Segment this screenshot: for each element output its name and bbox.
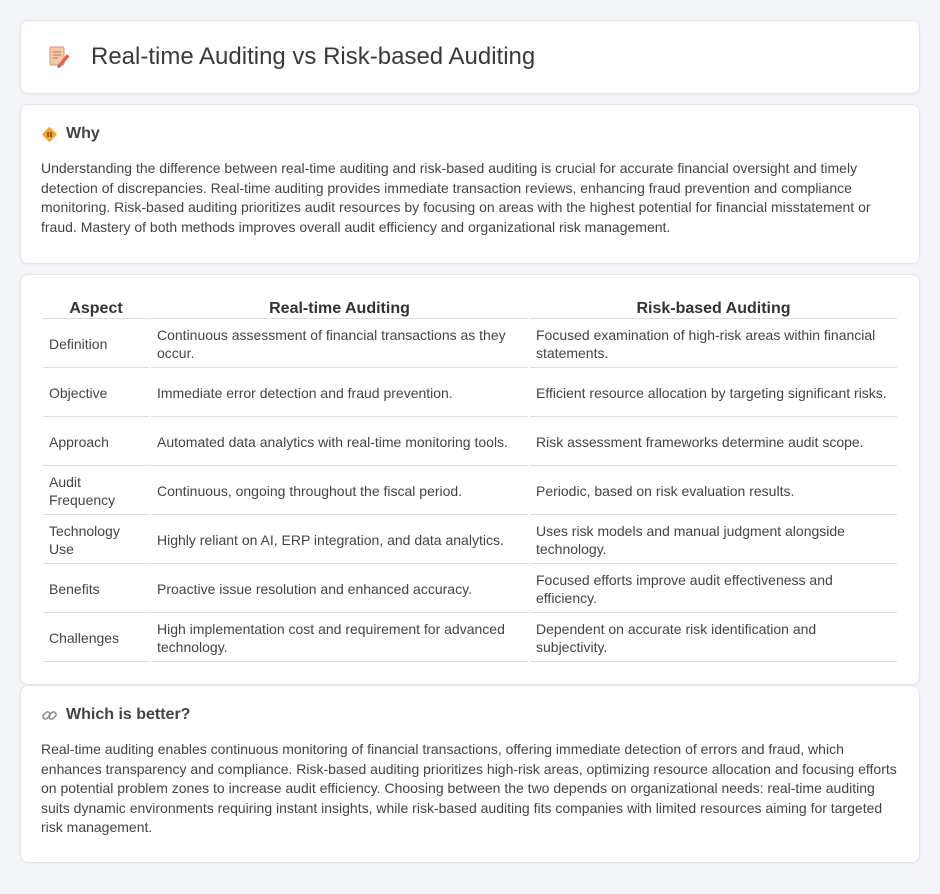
realtime-cell: High implementation cost and requirement for advanced technology. <box>151 615 528 662</box>
header-aspect: Aspect <box>43 297 149 319</box>
table-row <box>43 615 897 662</box>
table-row <box>43 370 897 417</box>
table-row <box>43 468 897 515</box>
riskbased-cell: Uses risk models and manual judgment alongside technology. <box>530 517 897 564</box>
realtime-cell: Highly reliant on AI, ERP integration, and data analytics. <box>151 517 528 564</box>
aspect-cell: Objective <box>43 370 149 417</box>
header-riskbased: Risk-based Auditing <box>530 297 897 319</box>
page-title: Real-time Auditing vs Risk-based Auditing <box>91 43 536 70</box>
comparison-table-card <box>20 274 920 685</box>
why-text: Understanding the difference between real-time auditing and risk-based auditing is crucial for accurate financial oversight and timely detection of discrepancies. Real-time auditing provides immediate transaction reviews, enhancing fraud prevention and compliance monitoring. Risk-based auditing prioritizes audit resources by focusing on areas with the highest potential for financial misstatement or fraud. Mastery of both methods improves overall audit efficiency and organizational risk management. <box>41 160 871 235</box>
which-better-section <box>20 685 920 863</box>
riskbased-cell: Periodic, based on risk evaluation results. <box>530 468 897 515</box>
why-section <box>20 104 920 264</box>
document-pencil-icon <box>47 45 71 69</box>
riskbased-cell: Dependent on accurate risk identification and subjectivity. <box>530 615 897 662</box>
aspect-cell: Challenges <box>43 615 149 662</box>
aspect-cell: Technology Use <box>43 517 149 564</box>
road-sign-icon <box>41 126 58 143</box>
comparison-table <box>41 295 899 664</box>
riskbased-cell: Efficient resource allocation by targeting significant risks. <box>530 370 897 417</box>
realtime-cell: Automated data analytics with real-time monitoring tools. <box>151 419 528 466</box>
riskbased-cell: Focused efforts improve audit effectiveness and efficiency. <box>530 566 897 613</box>
riskbased-cell: Focused examination of high-risk areas within financial statements. <box>530 321 897 368</box>
which-better-text: Real-time auditing enables continuous monitoring of financial transactions, offering immediate detection of errors and fraud, which enhances transparency and compliance. Risk-based auditing prioritizes high-risk areas, optimizing resource allocation and focusing efforts on potential problem zones to increase audit efficiency. Choosing between the two depends on organizational needs: real-time auditing suits dynamic environments requiring instant insights, while risk-based auditing fits companies with limited resources aiming for targeted risk management. <box>41 741 897 835</box>
link-icon <box>41 707 58 724</box>
realtime-cell: Proactive issue resolution and enhanced accuracy. <box>151 566 528 613</box>
table-row <box>43 566 897 613</box>
header-realtime: Real-time Auditing <box>151 297 528 319</box>
realtime-cell: Continuous assessment of financial transactions as they occur. <box>151 321 528 368</box>
header-card <box>20 20 920 94</box>
which-better-title: Which is better? <box>66 706 191 723</box>
riskbased-cell: Risk assessment frameworks determine audit scope. <box>530 419 897 466</box>
aspect-cell: Benefits <box>43 566 149 613</box>
table-header-row <box>43 297 897 319</box>
table-row <box>43 517 897 564</box>
table-row <box>43 419 897 466</box>
table-row <box>43 321 897 368</box>
aspect-cell: Audit Frequency <box>43 468 149 515</box>
why-title: Why <box>66 125 100 142</box>
realtime-cell: Immediate error detection and fraud prevention. <box>151 370 528 417</box>
realtime-cell: Continuous, ongoing throughout the fiscal period. <box>151 468 528 515</box>
aspect-cell: Approach <box>43 419 149 466</box>
aspect-cell: Definition <box>43 321 149 368</box>
